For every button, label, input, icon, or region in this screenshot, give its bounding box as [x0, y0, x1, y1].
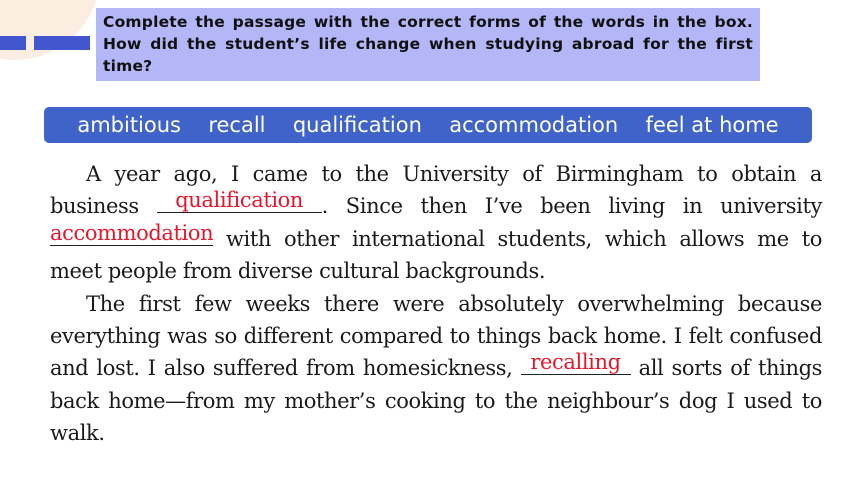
- answer-blank-3[interactable]: [521, 352, 631, 375]
- answer-text: accommodation: [50, 220, 214, 245]
- word-box-item: feel at home: [645, 113, 779, 137]
- word-box-item: recall: [208, 113, 266, 137]
- passage-text: The first few weeks there were absolutely overwhelming because everything was so different compared to things back home. I felt confused and lost. I also suffered from homesickness,: [50, 291, 822, 381]
- word-box-item: ambitious: [77, 113, 181, 137]
- answer-text: recalling: [530, 350, 621, 375]
- passage-text: with other international students, which allows me to meet people from diverse cultural backgrounds.: [50, 226, 822, 284]
- passage-text: all sorts of things back home—from my mother’s cooking to the neighbour’s dog I used to walk.: [50, 356, 823, 446]
- decorative-bar: [0, 36, 26, 50]
- instruction-text: Complete the passage with the correct forms of the words in the box. How did the student’s life change when studying abroad for the first time?: [103, 13, 753, 75]
- paragraph-2: [50, 288, 822, 450]
- answer-blank-1[interactable]: [157, 190, 322, 213]
- passage-text: . Since then I’ve been living in university: [321, 194, 823, 219]
- decorative-bar: [34, 36, 90, 50]
- passage: [50, 158, 822, 450]
- decorative-circle: [0, 0, 100, 60]
- paragraph-1: [50, 158, 822, 288]
- answer-text: qualification: [175, 188, 304, 213]
- word-box-item: qualification: [292, 113, 422, 137]
- answer-blank-2[interactable]: [50, 220, 214, 246]
- word-box: [44, 107, 812, 143]
- instruction-box: [96, 8, 760, 81]
- passage-text: A year ago, I came to the University of Birmingham to obtain a business: [50, 162, 822, 219]
- word-box-item: accommodation: [449, 113, 619, 137]
